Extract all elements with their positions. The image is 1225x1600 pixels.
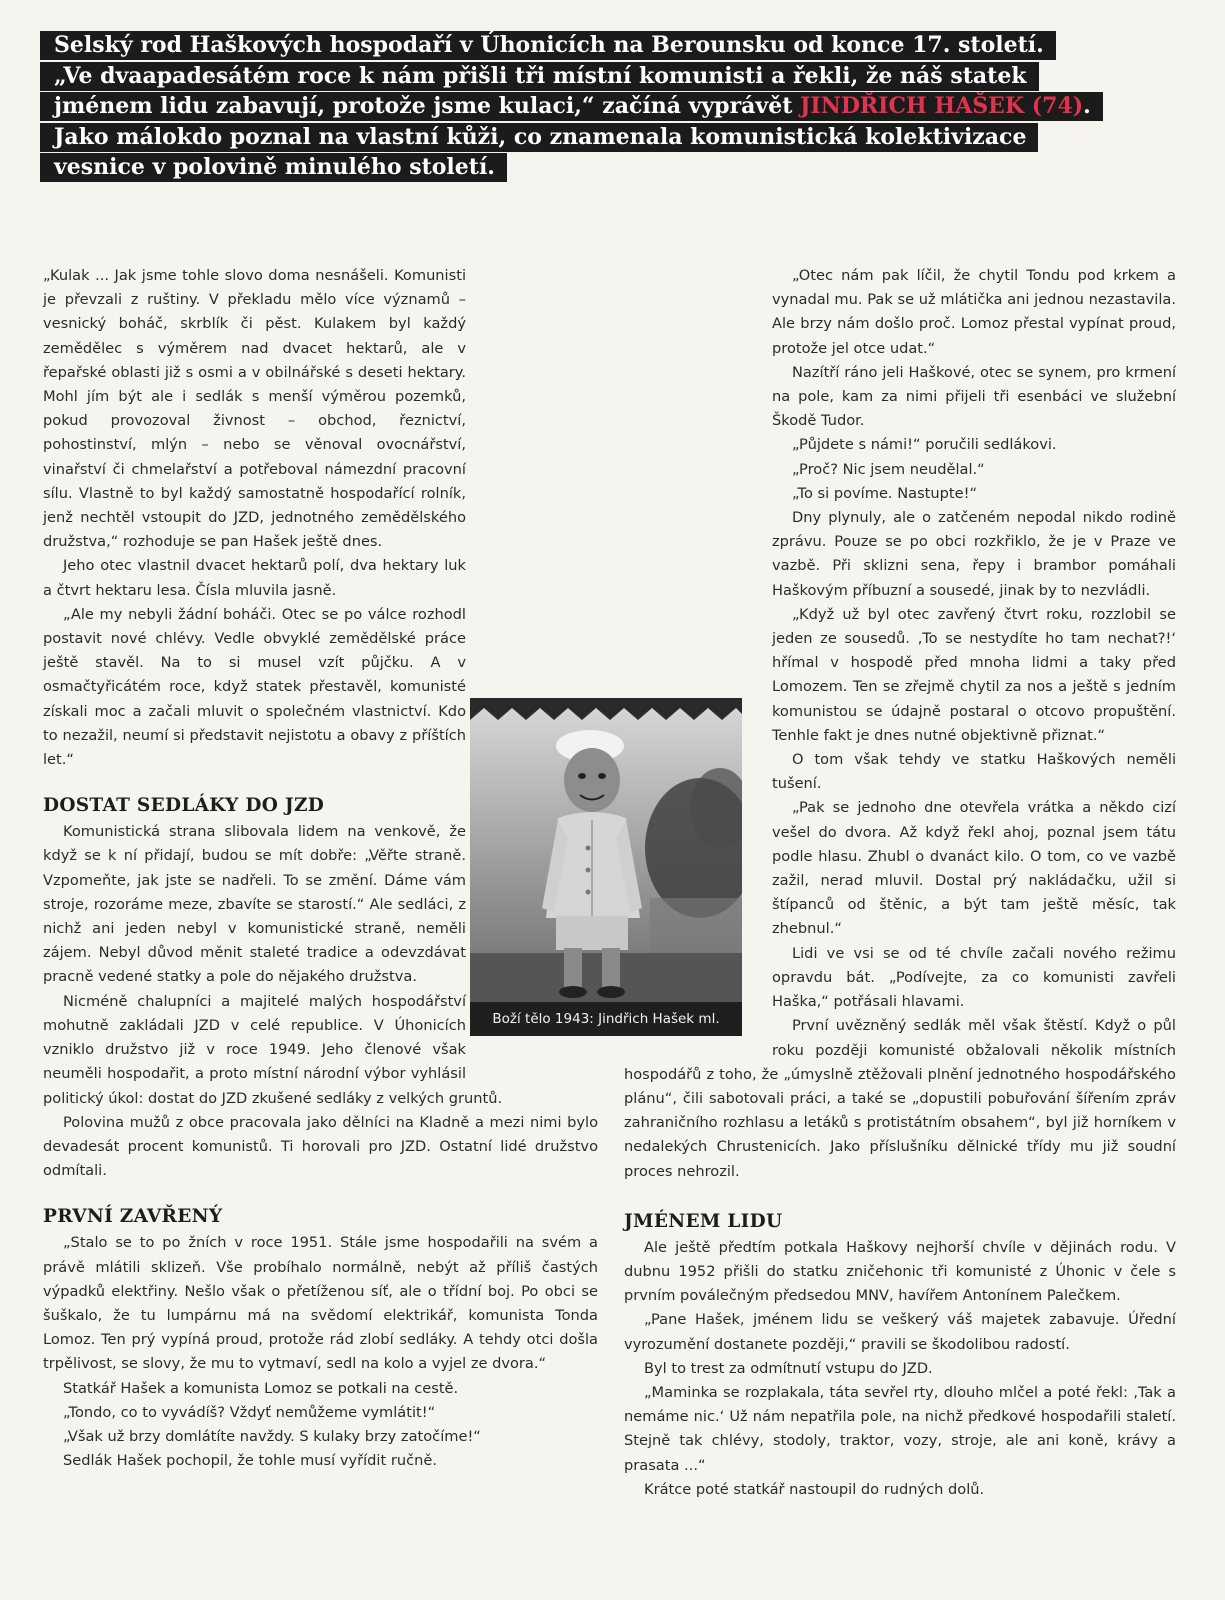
right-paragraph-16: Krátce poté statkář nastoupil do rudných dolů. [644,1480,985,1498]
right-paragraph-2: Nazítří ráno jeli Haškové, otec se synem, pro krmení na pole, kam za nimi přijeli tři esenbáci ve služební Škodě Tudor. [772,363,1176,430]
right-paragraph-1: „Otec nám pak líčil, že chytil Tondu pod krkem a vynadal mu. Pak se už mlátička ani jednou nezastavila. Ale brzy nám došlo proč. Lomoz přestal vypínat proud, protože jel otce udat.“ [772,267,1176,357]
right-paragraph-13: „Pane Hašek, jménem lidu se veškerý váš majetek zabavuje. Úřední vyrozumění dostanete později,“ pravili se škodolibou radostí. [624,1311,1176,1353]
boy-portrait-illustration [470,698,742,1002]
right-paragraph-15: „Maminka se rozplakala, táta sevřel rty, dlouho mlčel a poté řekl: ‚Tak a nemáme nic.‘ Už nám nepatřila pole, na nichž předkové hospodařili staletí. Stejně tak chlévy, stodoly, traktor, vozy, stroje, ale ani koně, krávy a prasata ...“ [624,1383,1176,1474]
lead-line-3 [40,92,1103,121]
section-heading-in-name-of-people: JMÉNEM LIDU [624,1210,783,1232]
section-heading-jzd: DOSTAT SEDLÁKY DO JZD [43,795,325,817]
left-paragraph-5: Nicméně chalupníci a majitelé malých hospodářství mohutně zakládali JZD v celé republice. V Úhonicích vzniklo družstvo již v roce 1949. Jeho členové však neuměli hospodařit, a proto místní národní výbor vyhlásil politický úkol: dostat do JZD zkušené sedláky z velkých gruntů. [43,992,503,1107]
interviewee-name: JINDŘICH HAŠEK (74) [800,93,1084,119]
right-paragraph-14: Byl to trest za odmítnutí vstupu do JZD. [644,1359,933,1377]
left-paragraph-1: „Kulak ... Jak jsme tohle slovo doma nesnášeli. Komunisti je převzali z ruštiny. V překladu mělo více významů – vesnický boháč, skrblík či pěst. Kulakem byl každý zemědělec s výměrem nad dvacet hektarů, ale v řepařské oblasti již s osmi a v obilnářské s deseti hektary. Mohl jím být ale i sedlák s menší výměrou pozemků, pokud provozoval živnost – obchod, řeznictví, pohostinství, mlýn – nebo se věnoval ovocnářství, vinařství či chmelařství a potřeboval námezdní pracovní sílu. Vlastně to byl každý samostatně hospodařící rolník, jenž nechtěl vstoupit do JZD, jednotného zemědělského družstva,“ rozhoduje se pan Hašek ještě dnes. [43,267,466,551]
right-paragraph-10: Lidi ve vsi se od té chvíle začali nového režimu opravdu bát. „Podívejte, za co komunisti zavřeli Haška,“ potřásali hlavami. [772,944,1176,1011]
right-paragraph-12: Ale ještě předtím potkala Haškovy nejhorší chvíle v dějinách rodu. V dubnu 1952 přišli do statku zničehonic tři komunisté z Úhonic v čele s prvním poválečným předsedou MNV, havířem Antonínem Palečkem. [624,1238,1176,1305]
right-paragraph-9: „Pak se jednoho dne otevřela vrátka a někdo cizí vešel do dvora. Až když řekl ahoj, poznal jsem tátu podle hlasu. Zhubl o dvanáct kilo. O tom, co ve vazbě zažil, nerad mluvil. Dostal prý nakládačku, užil si štípanců od štěnic, a být tam ještě měsíc, tak zhebnul.“ [772,799,1176,938]
right-paragraph-5: „To si povíme. Nastupte!“ [792,484,978,502]
left-paragraph-9: „Tondo, co to vyvádíš? Vždyť nemůžeme vymlátit!“ [63,1403,436,1421]
photo-image [470,698,742,1002]
lead-line-2: „Ve dvaapadesátém roce k nám přišli tři místní komunisti a řekli, že náš statek [40,62,1039,91]
left-paragraph-7: „Stalo se to po žních v roce 1951. Stále jsme hospodařili na svém a právě mlátili sklizeň. Vše probíhalo normálně, nebýt až příliš častých výpadků elektřiny. Nešlo však o přetíženou síť, ale o třídní boj. Po obci se šuškalo, že tu lumpárnu má na svědomí elektrikář, komunista Tonda Lomoz. Ten prý vypíná proud, protože rád zlobí sedláky. A tehdy otci došla trpělivost, se slovy, že mu to vytmaví, sedl na kolo a vyjel ze dvora.“ [43,1234,598,1373]
right-paragraph-7: „Když už byl otec zavřený čtvrt roku, rozzlobil se jeden ze sousedů. ‚To se nestydíte ho tam nechat?!‘ hřímal v hospodě před mnoha lidmi a taky před Lomozem. Ten se zřejmě chytil za nos a ještě s jedním komunistou se údajně postaral o otcovo propuštění. Tenhle fakt je dnes nutné objektivně přiznat.“ [772,605,1176,744]
right-paragraph-4: „Proč? Nic jsem neudělal.“ [792,460,985,478]
left-paragraph-8: Statkář Hašek a komunista Lomoz se potkali na cestě. [63,1379,459,1397]
left-paragraph-2: Jeho otec vlastnil dvacet hektarů polí, dva hektary luk a čtvrt hektaru lesa. Čísla mluvila jasně. [43,557,466,599]
historical-photo [470,698,742,1036]
left-paragraph-3: „Ale my nebyli žádní boháči. Otec se po válce rozhodl postavit nové chlévy. Vedle obvyklé zemědělské práce ještě stavěl. Na to si musel vzít půjčku. A v osmačtyřicátém roce, když statek přestavěl, komunisté získali moc a začali mluvit o společném vlastnictví. Kdo to nezažil, neumí si představit nejistotu a obavy z příštích let.“ [43,605,466,769]
lead-line-3-text: jménem lidu zabavují, protože jsme kulaci,“ začíná vyprávět [54,93,801,119]
lead-line-1: Selský rod Haškových hospodaří v Úhonicích na Berounsku od konce 17. století. [40,31,1056,60]
lead-line-3-end: . [1083,93,1091,119]
left-paragraph-10: „Však už brzy domlátíte navždy. S kulaky brzy zatočíme!“ [63,1427,481,1445]
photo-caption: Boží tělo 1943: Jindřich Hašek ml. [470,1002,742,1036]
left-paragraph-4: Komunistická strana slibovala lidem na venkově, že když se k ní přidají, budou se mít dobře: „Věřte straně. Vzpomeňte, jak jste se nadřeli. To se změní. Dáme vám stroje, rozoráme meze, zbavíte se starostí.“ Ale sedláci, z nichž ani jeden nebyl v komunistické straně, neměli zájem. Nebyl důvod měnit staleté tradice a odevzdávat pracně vedené statky a pole do nějakého družstva. [43,823,466,986]
left-paragraph-6: Polovina mužů z obce pracovala jako dělníci na Kladně a mezi nimi bylo devadesát procent komunistů. Ti horovali pro JZD. Ostatní lidé družstvo odmítali. [43,1113,598,1180]
lead-paragraph [40,30,1091,183]
right-paragraph-3: „Půjdete s námi!“ poručili sedlákovi. [792,436,1057,454]
left-paragraph-11: Sedlák Hašek pochopil, že tohle musí vyřídit ručně. [63,1452,437,1470]
lead-line-4: Jako málokdo poznal na vlastní kůži, co znamenala komunistická kolektivizace [40,123,1038,152]
section-heading-first-jailed: PRVNÍ ZAVŘENÝ [43,1206,223,1228]
right-paragraph-11: První uvězněný sedlák měl však štěstí. Když o půl roku později komunisté obžalovali několik místních hospodářů z toho, že „úmyslně ztěžovali plnění jednotného hospodářského plánu“, čili sabotovali práci, a také se „dopustili pobuřování šířením zpráv zahraničního rozhlasu a letáků s protistátním obsahem“, byl již horníkem v nedalekých Chrustenicích. Jako příslušníku dělnické třídy mu již soudní proces nehrozil. [624,1017,1176,1180]
right-paragraph-8: O tom však tehdy ve statku Haškových neměli tušení. [772,751,1176,793]
right-paragraph-6: Dny plynuly, ale o zatčeném nepodal nikdo rodině zprávu. Pouze se po obci rozkřiklo, že je v Praze ve vazbě. Při sklizni sena, řepy i brambor pomáhali Haškovým příbuzní a sousedé, jinak by to nezvládli. [772,509,1176,599]
lead-line-5: vesnice v polovině minulého století. [40,153,507,182]
